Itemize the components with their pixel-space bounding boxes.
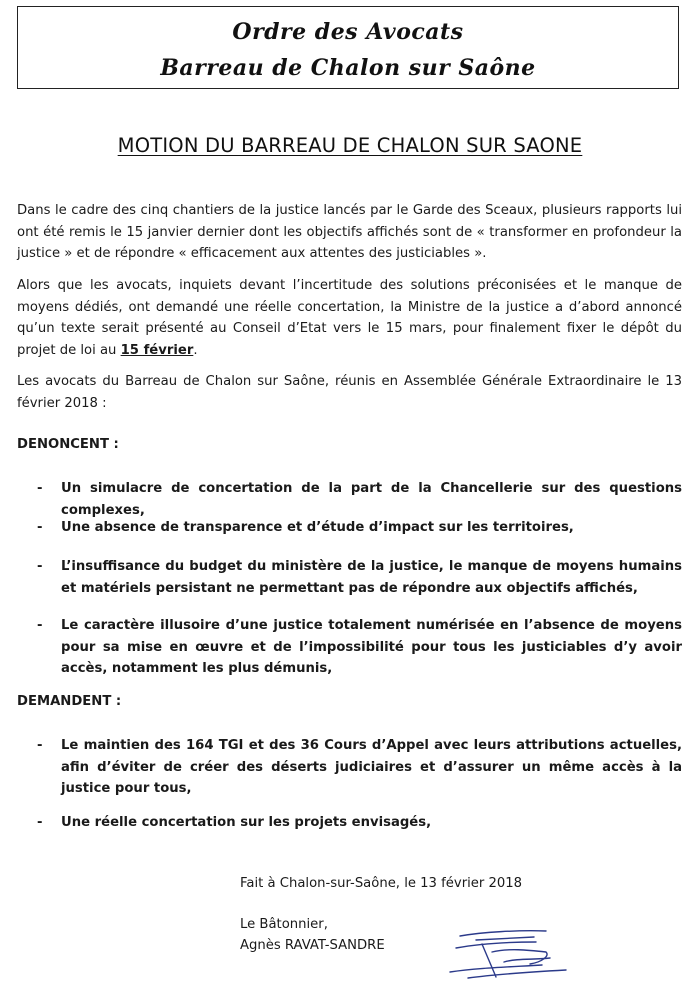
list-item-text: Le maintien des 164 TGI et des 36 Cours d’Appel avec leurs attributions actuelles, afin d’éviter de créer des déserts judiciaires et d’assurer un même accès à la justice pour tous, xyxy=(61,738,682,796)
list-item xyxy=(37,812,682,834)
paragraph-context: Dans le cadre des cinq chantiers de la justice lancés par le Garde des Sceaux, plusieurs rapports lui ont été remis le 15 janvier dernier dont les objectifs affichés sont de « transformer en profondeur la justice » et de répondre « efficacement aux attentes des justiciables ». xyxy=(17,203,682,261)
list-item xyxy=(37,478,682,521)
date-emphasis: 15 février xyxy=(120,342,194,358)
bullet-dash: - xyxy=(37,481,43,496)
signatory-name: Agnès RAVAT-SANDRE xyxy=(240,938,385,953)
list-item-text: Le caractère illusoire d’une justice totalement numérisée en l’absence de moyens pour sa mise en œuvre et de l’impossibilité pour tous les justiciables d’y avoir accès, notamment les plus démunis, xyxy=(61,618,682,676)
paragraph-concertation-text: Alors que les avocats, inquiets devant l’incertitude des solutions préconisées et le manque de moyens dédiés, ont demandé une réelle concertation, la Ministre de la justice a d’abord annoncé qu’un texte serait présenté au Conseil d’Etat vers le 15 mars, pour finalement fixer le dépôt du projet de loi au xyxy=(17,278,682,358)
paragraph-concertation-end: . xyxy=(193,342,198,358)
signatory-role: Le Bâtonnier, xyxy=(240,917,328,932)
list-item xyxy=(37,615,682,680)
place-date: Fait à Chalon-sur-Saône, le 13 février 2018 xyxy=(240,876,523,891)
bullet-dash: - xyxy=(37,738,43,753)
bullet-dash: - xyxy=(37,520,43,535)
list-item xyxy=(37,556,682,599)
bullet-dash: - xyxy=(37,815,43,830)
bullet-dash: - xyxy=(37,559,43,574)
list-item-text: L’insuffisance du budget du ministère de la justice, le manque de moyens humains et matériels persistant ne permettant pas de répondre aux objectifs affichés, xyxy=(61,559,682,596)
list-item xyxy=(37,735,682,800)
heading-denoncent: DENONCENT : xyxy=(17,437,119,452)
letterhead-box xyxy=(17,6,679,89)
letterhead-bar-name: Barreau de Chalon sur Saône xyxy=(160,55,536,81)
paragraph-concertation xyxy=(17,275,682,361)
list-item-text: Une absence de transparence et d’étude d’impact sur les territoires, xyxy=(61,520,574,535)
bullet-dash: - xyxy=(37,618,43,633)
document-title: MOTION DU BARREAU DE CHALON SUR SAONE xyxy=(117,134,583,157)
paragraph-assembly: Les avocats du Barreau de Chalon sur Saône, réunis en Assemblée Générale Extraordinaire le 13 février 2018 : xyxy=(17,374,682,411)
list-item-text: Une réelle concertation sur les projets envisagés, xyxy=(61,815,432,830)
handwritten-signature xyxy=(438,922,588,984)
list-item-text: Un simulacre de concertation de la part de la Chancellerie sur des questions complexes, xyxy=(61,481,682,518)
heading-demandent: DEMANDENT : xyxy=(17,694,122,709)
list-item xyxy=(37,517,682,539)
letterhead-order-name: Ordre des Avocats xyxy=(232,19,464,45)
